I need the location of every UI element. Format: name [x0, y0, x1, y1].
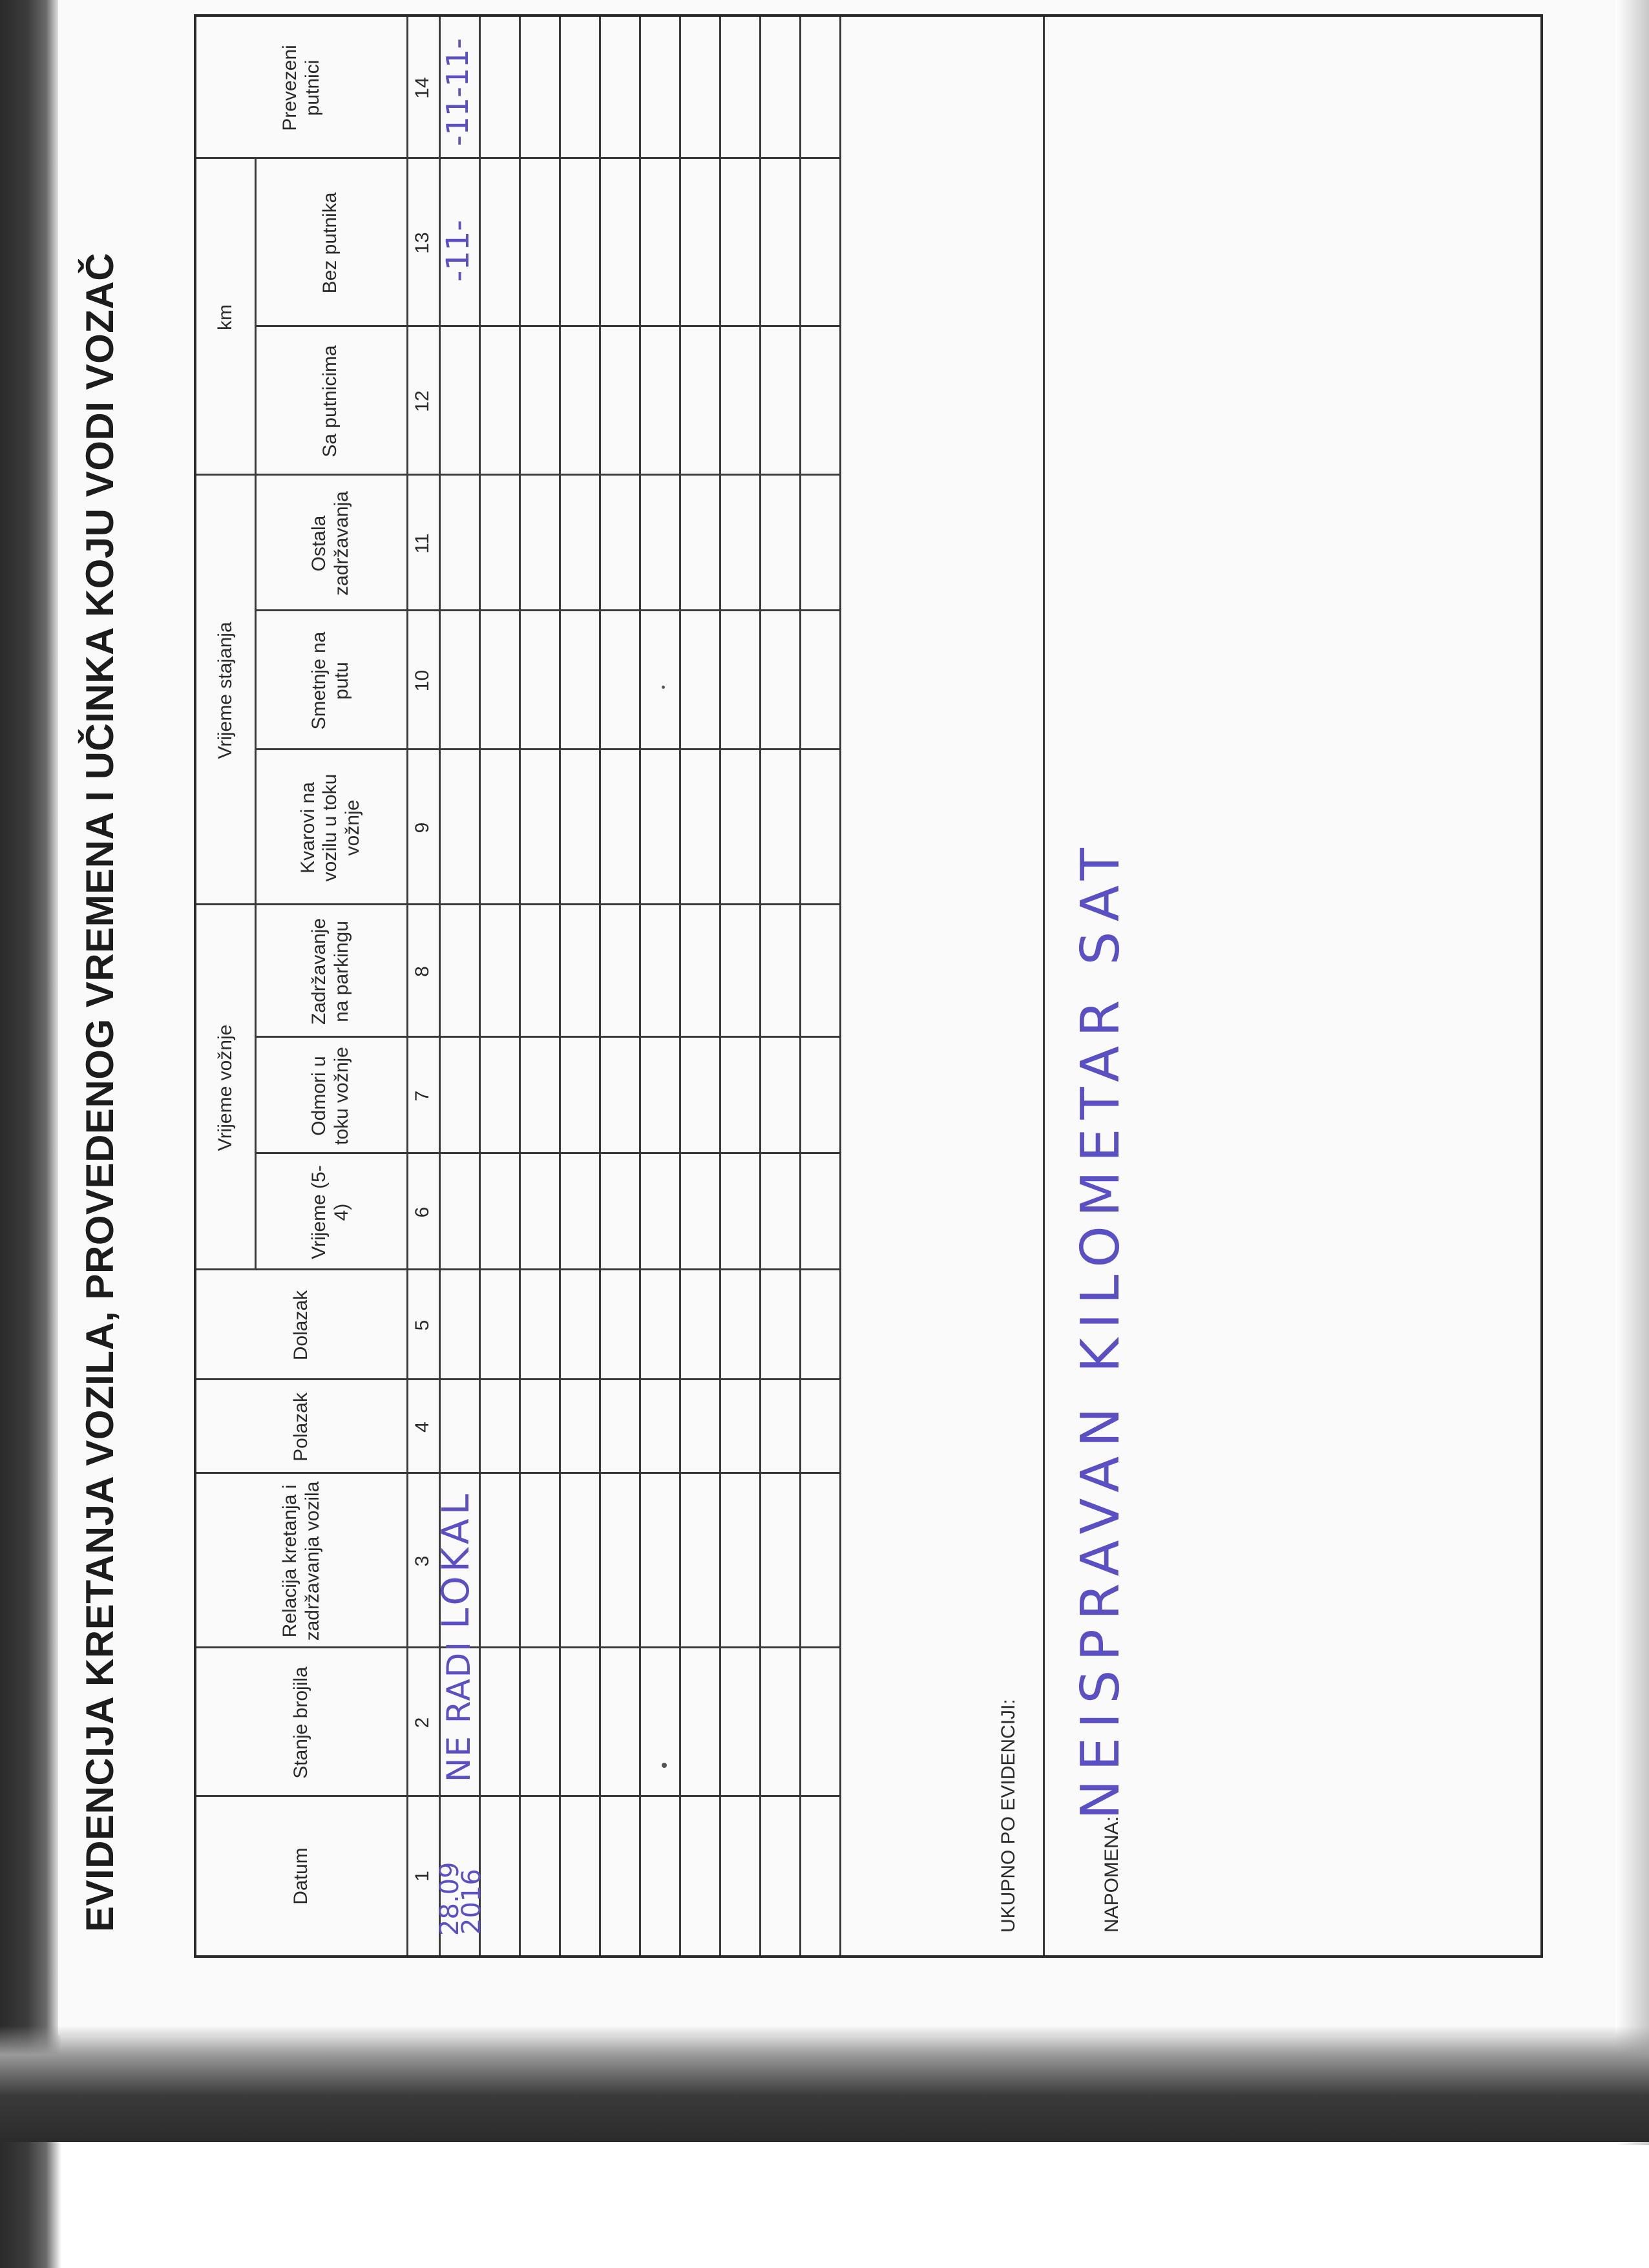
column-number: 9	[412, 822, 433, 834]
column-header: Datum	[290, 1847, 312, 1905]
grid-line	[759, 17, 761, 1955]
handwritten-date-year: 2016	[457, 1869, 487, 1935]
grid-line	[196, 903, 839, 905]
column-header: Odmori u toku vožnje	[308, 1047, 352, 1145]
form-title: EVIDENCIJA KRETANJA VOZILA, PROVEDENOG VREMENA I UČINKA KOJU VODI VOZAČ	[78, 252, 121, 1932]
grid-line	[839, 17, 841, 1955]
grid-line	[196, 1795, 839, 1797]
handwritten-km-without-passengers: -11-	[440, 220, 476, 282]
column-number: 1	[412, 1871, 433, 1882]
grid-line	[519, 17, 521, 1955]
handwritten-route: LOKAL	[434, 1490, 478, 1629]
column-header: Smetnje na putu	[308, 631, 352, 730]
column-number: 8	[412, 966, 433, 977]
column-header: Prevezeni putnici	[279, 45, 323, 131]
column-number: 12	[412, 390, 433, 412]
column-header: Zadržavanje na parkingu	[308, 918, 352, 1025]
handwritten-note: NEISPRAVAN KILOMETAR SAT	[1070, 839, 1131, 1820]
napomena-label: NAPOMENA:	[1101, 1816, 1122, 1933]
column-number: 6	[412, 1206, 433, 1218]
vehicle-log-form	[65, 13, 1551, 2003]
column-header: Stanje brojila	[290, 1666, 312, 1779]
column-number: 10	[412, 669, 433, 692]
column-number: 7	[412, 1090, 433, 1102]
ukupno-label: UKUPNO PO EVIDENCIJI:	[998, 1699, 1019, 1933]
grid-line	[196, 1268, 839, 1270]
column-number: 2	[412, 1717, 433, 1728]
handwritten-meter-status: NE RADI	[440, 1640, 478, 1782]
scan-right-edge-shade	[1615, 0, 1649, 2145]
column-header: Polazak	[290, 1392, 312, 1462]
group-header-vrijeme-voznje: Vrijeme vožnje	[214, 1024, 236, 1151]
group-header-km: km	[214, 304, 236, 330]
scan-speck	[662, 686, 665, 689]
handwritten-date-day: 28.09	[435, 1862, 465, 1936]
column-header: Dolazak	[290, 1290, 312, 1361]
grid-line	[196, 1646, 839, 1648]
scan-bottom-edge-shadow	[0, 2026, 1649, 2142]
grid-line	[255, 325, 839, 327]
column-header: Kvarovi na vozilu u toku vožnje	[297, 773, 363, 882]
grid-line	[196, 474, 839, 476]
grid-line	[559, 17, 561, 1955]
grid-line	[599, 17, 601, 1955]
grid-line	[255, 1036, 839, 1038]
column-header: Sa putnicima	[319, 345, 341, 457]
grid-line	[1043, 17, 1045, 1955]
grid-line	[196, 1378, 839, 1380]
column-header: Vrijeme (5-4)	[308, 1165, 352, 1259]
grid-line	[255, 1152, 839, 1154]
grid-line	[255, 609, 839, 611]
column-number: 5	[412, 1319, 433, 1331]
column-header: Relacija kretanja i zadržavanja vozila	[279, 1481, 323, 1641]
column-header: Bez putnika	[319, 192, 341, 294]
handwritten-passengers: -11-11-	[440, 38, 475, 146]
grid-line	[639, 17, 641, 1955]
group-header-vrijeme-stajanja: Vrijeme stajanja	[214, 622, 236, 759]
column-header: Ostala zadržavanja	[308, 491, 352, 596]
scan-speck	[662, 1763, 667, 1768]
column-number: 4	[412, 1422, 433, 1433]
column-number: 11	[412, 533, 433, 554]
grid-line	[479, 17, 481, 1955]
grid-line	[799, 17, 801, 1955]
grid-line	[196, 157, 839, 159]
grid-line	[719, 17, 721, 1955]
scan-left-edge-shadow	[0, 0, 61, 2268]
log-table	[194, 14, 1543, 1958]
grid-line	[196, 1472, 839, 1474]
column-number: 14	[412, 77, 433, 99]
grid-line	[679, 17, 681, 1955]
grid-line	[255, 748, 839, 750]
column-number: 13	[412, 232, 433, 254]
column-number: 3	[412, 1555, 433, 1567]
